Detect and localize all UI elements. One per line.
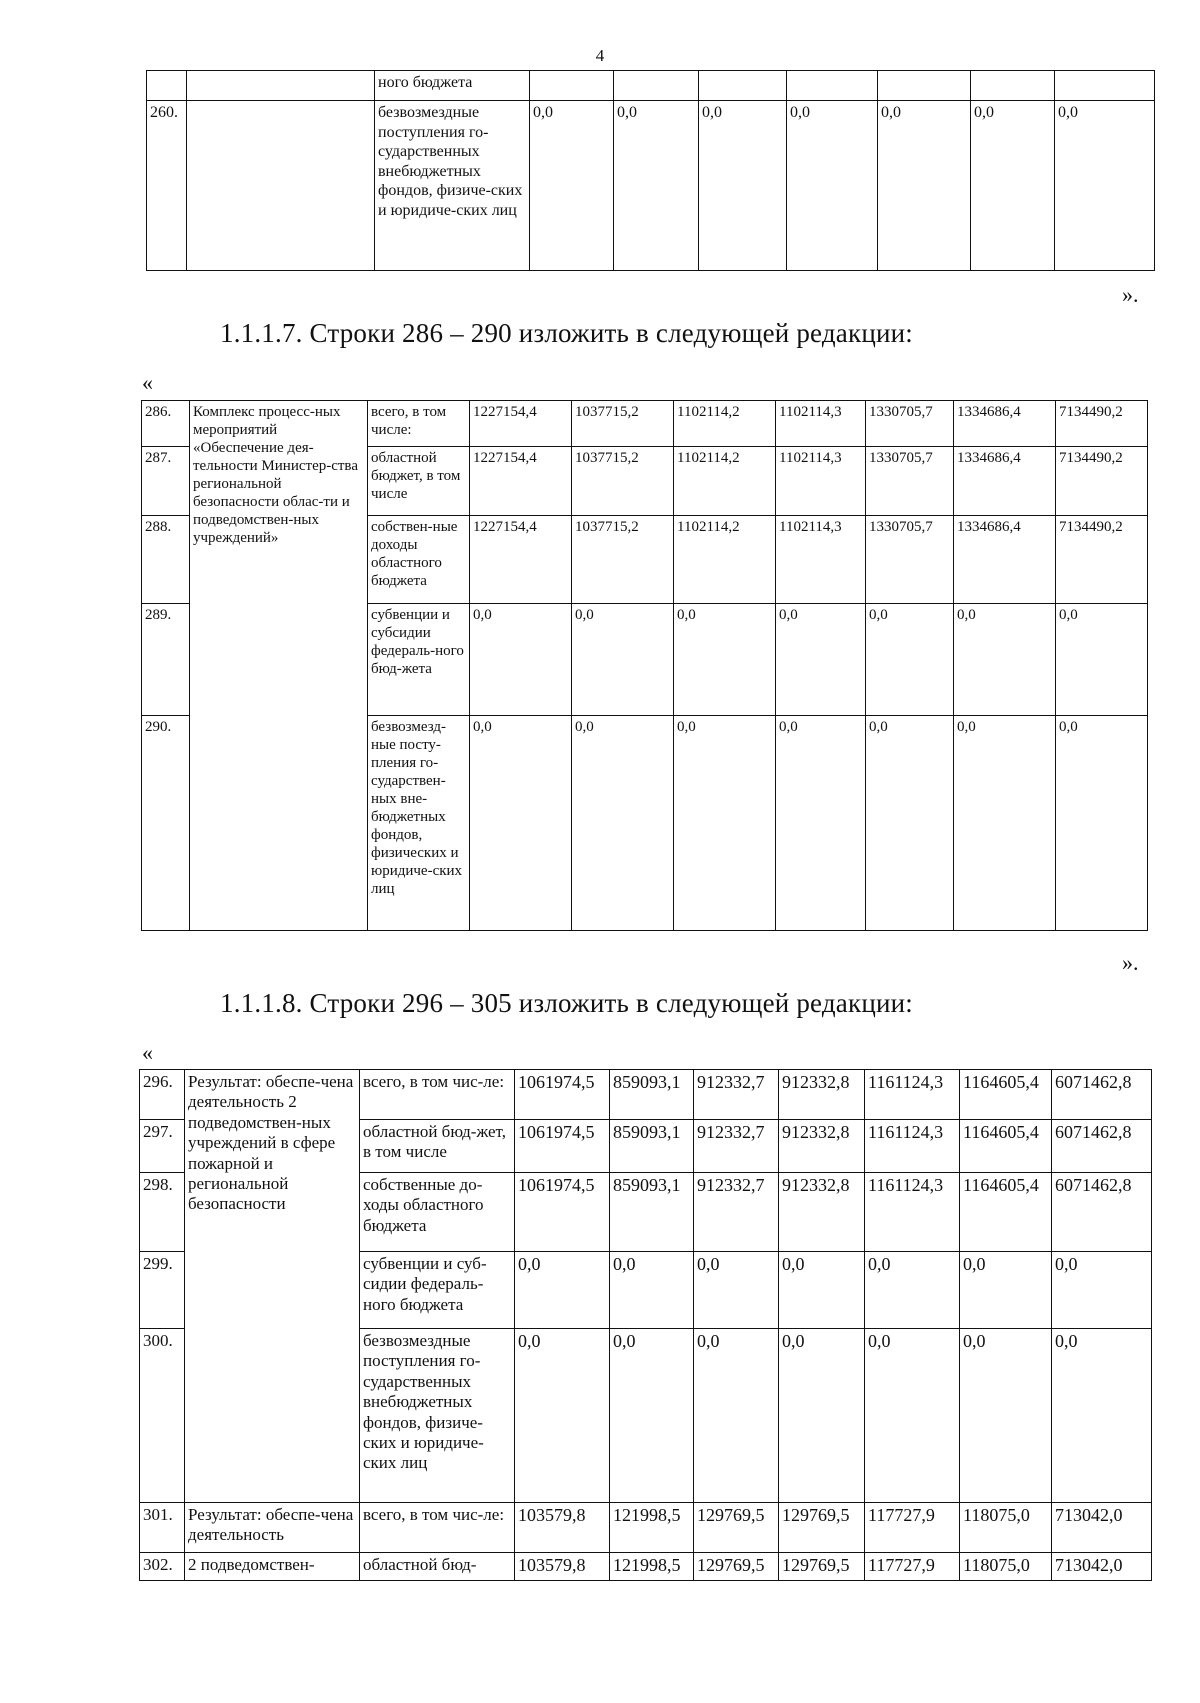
- value-cell: 713042,0: [1052, 1553, 1152, 1581]
- row-description: 2 подведомствен-: [185, 1553, 360, 1581]
- closing-quote: ».: [1122, 950, 1139, 975]
- row-number: 289.: [142, 604, 190, 716]
- value-cell: [699, 71, 787, 101]
- value-cell: 129769,5: [779, 1503, 865, 1553]
- funding-source: собственные до-ходы областного бюджета: [360, 1173, 515, 1252]
- value-cell: 0,0: [866, 604, 954, 716]
- value-cell: 912332,7: [694, 1173, 779, 1252]
- row-number: 287.: [142, 447, 190, 516]
- value-cell: 0,0: [572, 716, 674, 931]
- closing-quote: ».: [1122, 282, 1139, 307]
- value-cell: 1227154,4: [470, 447, 572, 516]
- table-row: [140, 1553, 1152, 1581]
- value-cell: 1334686,4: [954, 447, 1056, 516]
- value-cell: 0,0: [1055, 101, 1155, 271]
- value-cell: 0,0: [674, 716, 776, 931]
- value-cell: 0,0: [1056, 716, 1148, 931]
- funding-source: безвозмездные поступления го-сударственных внебюджетных фондов, физиче-ских и юридиче-ских лиц: [360, 1329, 515, 1503]
- funding-source: областной бюд-жет, в том числе: [360, 1120, 515, 1173]
- value-cell: 0,0: [572, 604, 674, 716]
- value-cell: 6071462,8: [1052, 1070, 1152, 1120]
- value-cell: 118075,0: [960, 1503, 1052, 1553]
- value-cell: 0,0: [865, 1329, 960, 1503]
- value-cell: 1164605,4: [960, 1173, 1052, 1252]
- value-cell: 0,0: [776, 716, 866, 931]
- value-cell: 129769,5: [694, 1503, 779, 1553]
- funding-source: субвенции и субсидии федераль-ного бюд-жета: [368, 604, 470, 716]
- row-number: 299.: [140, 1252, 185, 1329]
- value-cell: 1227154,4: [470, 516, 572, 604]
- value-cell: 912332,7: [694, 1120, 779, 1173]
- value-cell: 1037715,2: [572, 401, 674, 447]
- value-cell: 1161124,3: [865, 1173, 960, 1252]
- value-cell: 7134490,2: [1056, 516, 1148, 604]
- row-description: Результат: обеспе-чена деятельность 2 подведомствен-ных учреждений в сфере пожарной и региональной безопасности: [185, 1070, 360, 1503]
- row-description: [187, 101, 375, 271]
- value-cell: 1164605,4: [960, 1120, 1052, 1173]
- value-cell: 0,0: [954, 716, 1056, 931]
- value-cell: 0,0: [699, 101, 787, 271]
- table-rows-296-305: [139, 1069, 1152, 1581]
- table-continuation: [146, 70, 1155, 271]
- value-cell: 0,0: [610, 1252, 694, 1329]
- value-cell: 0,0: [470, 716, 572, 931]
- value-cell: 0,0: [694, 1329, 779, 1503]
- value-cell: 6071462,8: [1052, 1173, 1152, 1252]
- value-cell: 129769,5: [779, 1553, 865, 1581]
- value-cell: [1055, 71, 1155, 101]
- value-cell: 103579,8: [515, 1553, 610, 1581]
- value-cell: [971, 71, 1055, 101]
- value-cell: [878, 71, 971, 101]
- row-number: 290.: [142, 716, 190, 931]
- funding-source: областной бюд-: [360, 1553, 515, 1581]
- row-number: [147, 71, 187, 101]
- value-cell: 0,0: [515, 1252, 610, 1329]
- value-cell: 1161124,3: [865, 1070, 960, 1120]
- value-cell: 859093,1: [610, 1120, 694, 1173]
- table-row: [147, 71, 1155, 101]
- funding-source: ного бюджета: [375, 71, 530, 101]
- table-row: [140, 1070, 1152, 1120]
- value-cell: 0,0: [530, 101, 614, 271]
- value-cell: 1102114,3: [776, 516, 866, 604]
- funding-source: всего, в том чис-ле:: [360, 1503, 515, 1553]
- opening-quote: «: [142, 1040, 153, 1065]
- value-cell: 1330705,7: [866, 401, 954, 447]
- value-cell: 117727,9: [865, 1553, 960, 1581]
- value-cell: 1102114,3: [776, 447, 866, 516]
- value-cell: [787, 71, 878, 101]
- value-cell: 0,0: [674, 604, 776, 716]
- value-cell: 912332,8: [779, 1173, 865, 1252]
- value-cell: 0,0: [470, 604, 572, 716]
- value-cell: 912332,7: [694, 1070, 779, 1120]
- value-cell: 118075,0: [960, 1553, 1052, 1581]
- value-cell: 912332,8: [779, 1070, 865, 1120]
- value-cell: 1161124,3: [865, 1120, 960, 1173]
- funding-source: всего, в том числе:: [368, 401, 470, 447]
- value-cell: 0,0: [1052, 1252, 1152, 1329]
- row-description: Комплекс процесс-ных мероприятий «Обеспечение дея-тельности Министер-ства региональной безопасности облас-ти и подведомствен-ных учреждений»: [190, 401, 368, 931]
- funding-source: собствен-ные доходы областного бюджета: [368, 516, 470, 604]
- value-cell: 1061974,5: [515, 1120, 610, 1173]
- value-cell: 121998,5: [610, 1553, 694, 1581]
- value-cell: 0,0: [878, 101, 971, 271]
- table-rows-286-290: [141, 400, 1148, 931]
- row-number: 300.: [140, 1329, 185, 1503]
- row-number: 301.: [140, 1503, 185, 1553]
- value-cell: 0,0: [614, 101, 699, 271]
- value-cell: 859093,1: [610, 1070, 694, 1120]
- value-cell: 103579,8: [515, 1503, 610, 1553]
- value-cell: 0,0: [1056, 604, 1148, 716]
- value-cell: 0,0: [515, 1329, 610, 1503]
- value-cell: 1227154,4: [470, 401, 572, 447]
- value-cell: 0,0: [954, 604, 1056, 716]
- value-cell: 1102114,2: [674, 447, 776, 516]
- value-cell: 0,0: [960, 1329, 1052, 1503]
- row-number: 296.: [140, 1070, 185, 1120]
- value-cell: [614, 71, 699, 101]
- value-cell: 121998,5: [610, 1503, 694, 1553]
- value-cell: 0,0: [779, 1329, 865, 1503]
- section-heading: 1.1.1.7. Строки 286 – 290 изложить в следующей редакции:: [220, 318, 913, 348]
- value-cell: 1037715,2: [572, 516, 674, 604]
- value-cell: 1102114,3: [776, 401, 866, 447]
- value-cell: 0,0: [865, 1252, 960, 1329]
- value-cell: 713042,0: [1052, 1503, 1152, 1553]
- value-cell: 6071462,8: [1052, 1120, 1152, 1173]
- section-heading: 1.1.1.8. Строки 296 – 305 изложить в следующей редакции:: [220, 988, 913, 1018]
- value-cell: 912332,8: [779, 1120, 865, 1173]
- value-cell: 1330705,7: [866, 447, 954, 516]
- value-cell: 1061974,5: [515, 1070, 610, 1120]
- value-cell: 117727,9: [865, 1503, 960, 1553]
- value-cell: 0,0: [960, 1252, 1052, 1329]
- value-cell: 1334686,4: [954, 401, 1056, 447]
- value-cell: 1037715,2: [572, 447, 674, 516]
- funding-source: безвозмездные поступления го-сударственных внебюджетных фондов, физиче-ских и юридиче-ских лиц: [375, 101, 530, 271]
- table-row: [147, 101, 1155, 271]
- table-row: [140, 1503, 1152, 1553]
- row-number: 286.: [142, 401, 190, 447]
- value-cell: 0,0: [1052, 1329, 1152, 1503]
- table-row: [142, 401, 1148, 447]
- funding-source: областной бюджет, в том числе: [368, 447, 470, 516]
- funding-source: субвенции и суб-сидии федераль-ного бюджета: [360, 1252, 515, 1329]
- value-cell: 1061974,5: [515, 1173, 610, 1252]
- value-cell: [530, 71, 614, 101]
- row-number: 260.: [147, 101, 187, 271]
- row-description: Результат: обеспе-чена деятельность: [185, 1503, 360, 1553]
- value-cell: 1102114,2: [674, 516, 776, 604]
- opening-quote: «: [142, 370, 153, 395]
- row-description: [187, 71, 375, 101]
- value-cell: 0,0: [694, 1252, 779, 1329]
- row-number: 288.: [142, 516, 190, 604]
- value-cell: 7134490,2: [1056, 447, 1148, 516]
- row-number: 302.: [140, 1553, 185, 1581]
- value-cell: 1102114,2: [674, 401, 776, 447]
- funding-source: безвозмезд-ные посту-пления го-сударствен-ных вне-бюджетных фондов, физических и юридиче-ских лиц: [368, 716, 470, 931]
- page-number: 4: [595, 46, 605, 65]
- value-cell: 0,0: [971, 101, 1055, 271]
- value-cell: 1164605,4: [960, 1070, 1052, 1120]
- row-number: 298.: [140, 1173, 185, 1252]
- value-cell: 0,0: [776, 604, 866, 716]
- value-cell: 7134490,2: [1056, 401, 1148, 447]
- value-cell: 859093,1: [610, 1173, 694, 1252]
- value-cell: 0,0: [787, 101, 878, 271]
- value-cell: 0,0: [779, 1252, 865, 1329]
- value-cell: 0,0: [866, 716, 954, 931]
- value-cell: 129769,5: [694, 1553, 779, 1581]
- value-cell: 0,0: [610, 1329, 694, 1503]
- value-cell: 1330705,7: [866, 516, 954, 604]
- row-number: 297.: [140, 1120, 185, 1173]
- funding-source: всего, в том чис-ле:: [360, 1070, 515, 1120]
- value-cell: 1334686,4: [954, 516, 1056, 604]
